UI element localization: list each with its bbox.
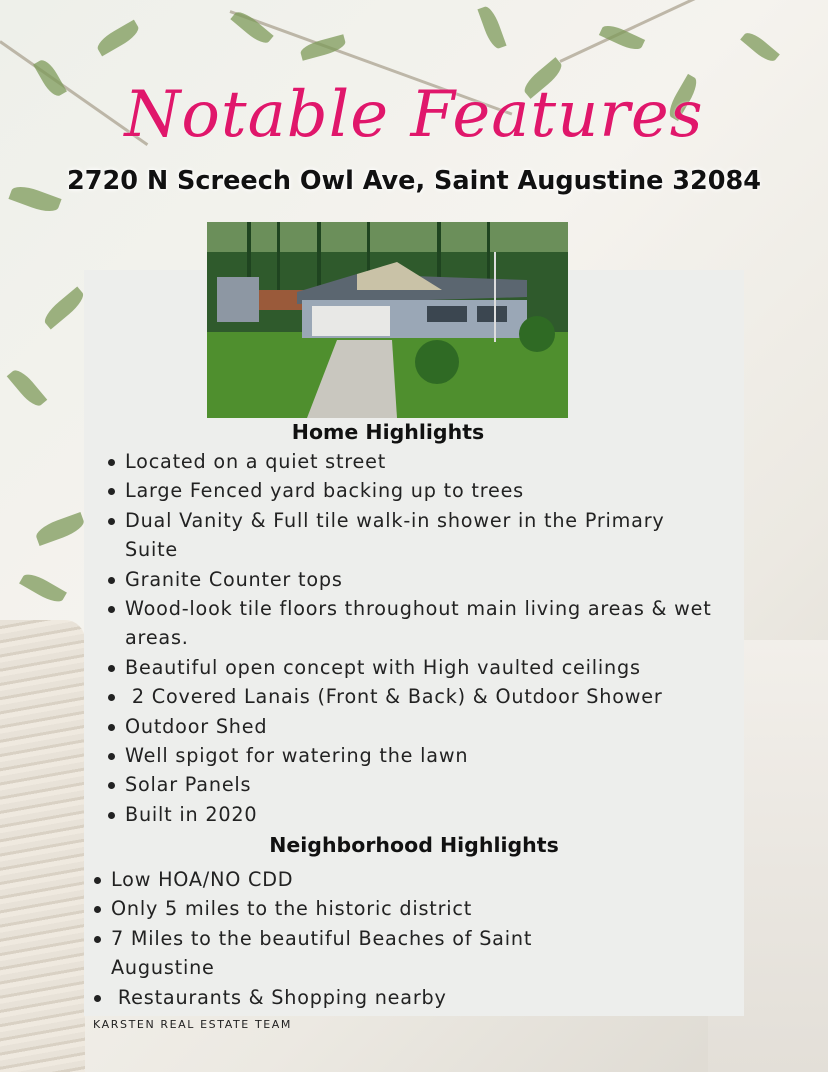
- neighborhood-highlights-heading: Neighborhood Highlights: [269, 833, 559, 857]
- brand-footer: KARSTEN REAL ESTATE TEAM: [93, 1018, 293, 1031]
- house-photo: [207, 222, 568, 418]
- list-item: Well spigot for watering the lawn: [105, 741, 745, 770]
- list-item: Low HOA/NO CDD: [91, 865, 731, 894]
- list-item: Granite Counter tops: [105, 565, 745, 594]
- list-item: 7 Miles to the beautiful Beaches of Saint Augustine: [91, 924, 621, 983]
- list-item: Wood-look tile floors throughout main living areas & wet areas.: [105, 594, 745, 653]
- list-item: Beautiful open concept with High vaulted ceilings: [105, 653, 745, 682]
- home-highlights-heading: Home Highlights: [291, 420, 485, 444]
- neighborhood-highlights-list: [91, 865, 731, 1012]
- home-highlights-list: [105, 447, 745, 829]
- list-item: 2 Covered Lanais (Front & Back) & Outdoor Shower: [105, 682, 745, 711]
- list-item: Large Fenced yard backing up to trees: [105, 476, 745, 505]
- list-item: Located on a quiet street: [105, 447, 745, 476]
- vase-decoration: [0, 620, 85, 1072]
- list-item: Restaurants & Shopping nearby: [91, 983, 731, 1012]
- list-item: Solar Panels: [105, 770, 745, 799]
- property-address: 2720 N Screech Owl Ave, Saint Augustine 32084: [66, 166, 761, 196]
- list-item: Outdoor Shed: [105, 712, 745, 741]
- list-item: Built in 2020: [105, 800, 745, 829]
- page-title: Notable Features: [124, 78, 704, 152]
- list-item: Only 5 miles to the historic district: [91, 894, 731, 923]
- list-item: Dual Vanity & Full tile walk-in shower in the Primary Suite: [105, 506, 670, 565]
